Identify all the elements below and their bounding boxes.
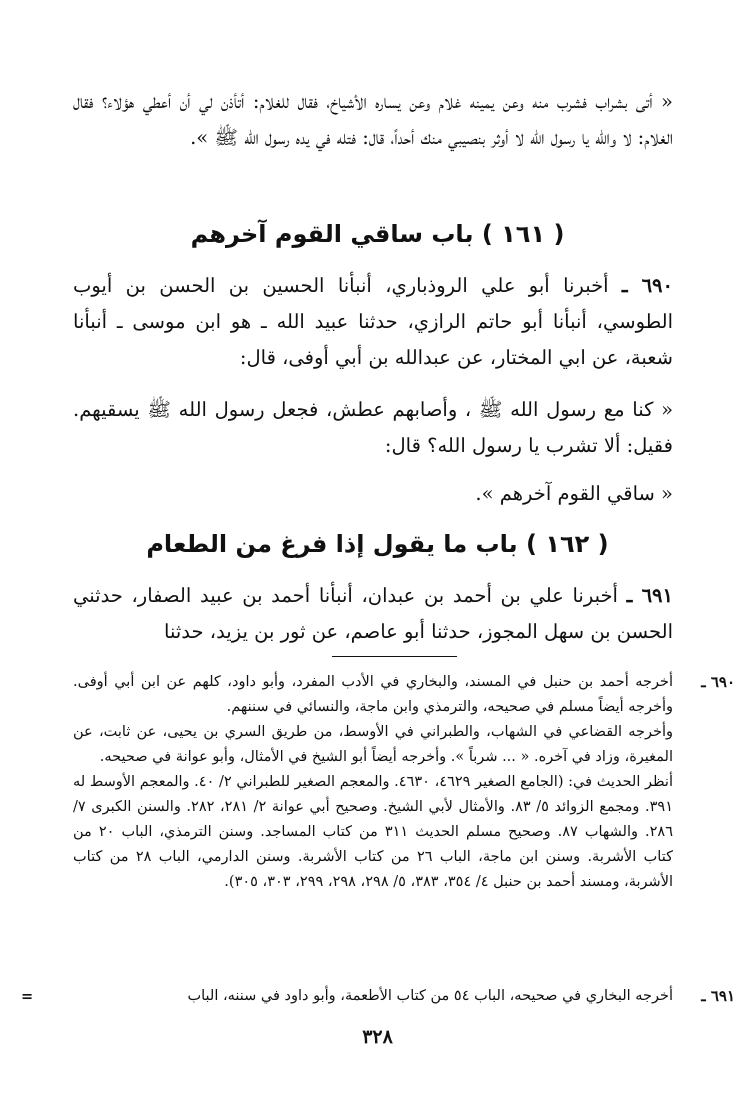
isnad-text: أخبرنا علي بن أحمد بن عبدان، أنبأنا أحمد بن عبيد الصفار، حدثني الحسن بن سهل المجوز، حدثنا أبو عاصم، عن ثور بن يزيد، حدثنا — [73, 584, 673, 643]
hadith-number: ٦٩٠ ـ — [621, 274, 673, 297]
page-number: ٣٢٨ — [362, 1026, 393, 1048]
hadith-691 — [73, 578, 673, 650]
footnote-number: ٦٩١ ـ — [701, 987, 735, 1005]
hadith-number: ٦٩١ ـ — [626, 584, 673, 607]
hadith-690-matn — [73, 392, 673, 464]
footnote-691 — [21, 984, 735, 1009]
footnote-text: أنظر الحديث في: (الجامع الصغير ٤٦٢٩، ٤٦٣٠. والمعجم الصغير للطبراني ٢/ ٤٠. والمعجم الأوسط له ٣٩١. ومجمع الزوائد ٥/ ٨٣. والأمثال لأبي الشيخ. وصحيح أبي عوانة ٢/ ٢٨١، ٢٨٢. والسنن الكبرى ٧/ ٢٨٦. والشهاب ٨٧. وصحيح مسلم الحديث ٣١١ من كتاب المساجد. وسنن الترمذي، الباب ٢٠ من كتاب الأشربة. وسنن ابن ماجة، الباب ٢٦ من كتاب الأشربة. وسنن الدارمي، الباب ٢٨ من كتاب الأشربة، ومسند أحمد بن حنبل ٤/ ٣٥٤، ٣٨٣، ٥/ ٢٩٨، ٢٩٨، ٢٩٩، ٣٠٣، ٣٠٥). — [73, 774, 674, 890]
continuation-mark: = — [21, 988, 34, 1005]
footnote-text: أخرجه البخاري في صحيحه، الباب ٥٤ من كتاب الأطعمة، وأبو داود في سننه، الباب — [187, 988, 673, 1004]
hadith-isnad — [73, 578, 673, 650]
hadith-isnad — [73, 268, 673, 376]
footnote-text: وأخرجه القضاعي في الشهاب، والطبراني في الأوسط، من طريق السري بن يحيى، عن ثابت، عن المغيرة، وزاد في آخره. « ... شرباً ». وأخرجه أيضاً أبو الشيخ في الأمثال، وأبو عوانة في صحيحه. — [73, 724, 673, 765]
isnad-text: أخبرنا أبو علي الروذباري، أنبأنا الحسين بن الحسن بن أيوب الطوسي، أنبأنا أبو حاتم الرازي، حدثنا عبيد الله ـ هو ابن موسى ـ أنبأنا شعبة، عن ابي المختار، عن عبدالله بن أبي أوفى، قال: — [73, 274, 673, 369]
chapter-heading-162: ( ١٦٢ ) باب ما يقول إذا فرغ من الطعام — [146, 530, 609, 558]
matn-text: « كنا مع رسول الله ﷺ ، وأصابهم عطش، فجعل رسول الله ﷺ يسقيهم. فقيل: ألا تشرب يا رسول الله؟ قال: — [73, 398, 673, 457]
previous-hadith-text — [73, 84, 673, 156]
footnote-text: أخرجه أحمد بن حنبل في المسند، والبخاري في الأدب المفرد، وأبو داود، كلهم عن ابن أبي أوفى. وأخرجه أيضاً مسلم في صحيحه، والترمذي وابن ماجة، والنسائي في سننهم. — [73, 674, 673, 715]
footnote-number: ٦٩٠ ـ — [701, 673, 735, 691]
hadith-690-end — [73, 476, 673, 512]
paragraph: « أتى بشراب فشرب منه وعن يمينه غلام وعن يساره الأشياخ، فقال للغلام: أتأذن لي أن أعطي هؤلاء؟ فقال الغلام: لا والله يا رسول الله لا أوثر بنصيبي منك أحداً، قال: فتله في يده رسول الله ﷺ ». — [73, 90, 673, 149]
chapter-heading-161: ( ١٦١ ) باب ساقي القوم آخرهم — [190, 220, 565, 248]
matn-end-text: « ساقي القوم آخرهم ». — [475, 482, 673, 505]
hadith-690 — [73, 268, 673, 376]
footnote-divider — [332, 656, 457, 657]
footnote-690 — [73, 670, 735, 895]
